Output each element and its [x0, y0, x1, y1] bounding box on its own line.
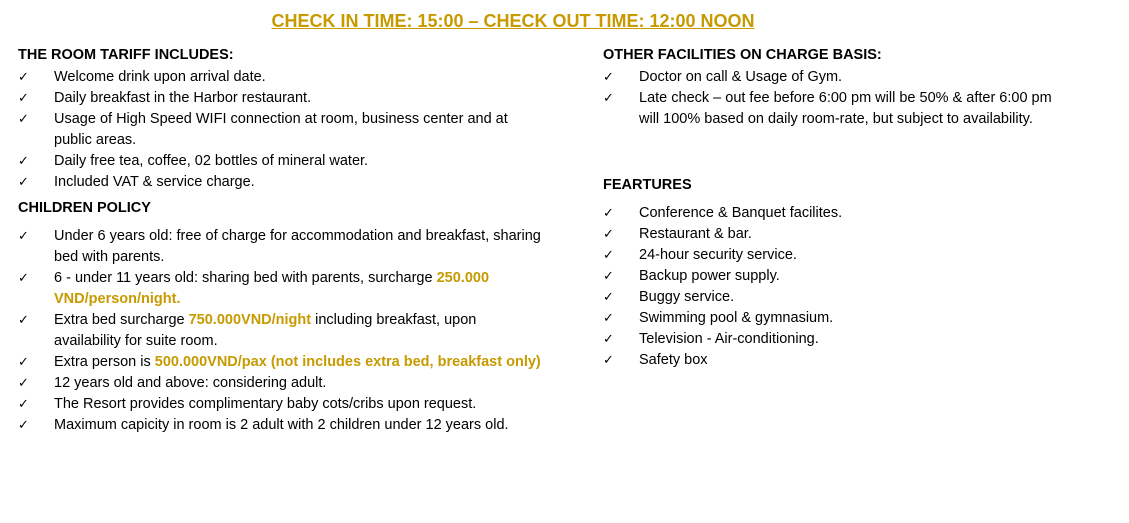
- list-item-text: Television - Air-conditioning.: [639, 331, 819, 347]
- check-icon: ✓: [603, 311, 614, 326]
- check-icon: ✓: [18, 112, 29, 127]
- check-icon: ✓: [18, 175, 29, 190]
- list-item-text: Under 6 years old: free of charge for accommodation and breakfast, sharing bed with parents.: [54, 228, 541, 265]
- extra-person-highlight: 500.000VND/pax (not includes extra bed, breakfast only): [154, 354, 541, 370]
- list-item: [18, 67, 578, 88]
- check-icon: ✓: [18, 418, 29, 433]
- check-icon: ✓: [603, 332, 614, 347]
- check-icon: ✓: [603, 91, 614, 106]
- check-icon: ✓: [603, 248, 614, 263]
- list-item-text: Swimming pool & gymnasium.: [639, 310, 834, 326]
- check-icon: ✓: [18, 91, 29, 106]
- list-item: [18, 268, 578, 310]
- list-item: [18, 226, 578, 268]
- list-item-text: Maximum capicity in room is 2 adult with 2 children under 12 years old.: [54, 417, 509, 433]
- list-item: [603, 329, 1103, 350]
- list-item-text: Safety box: [639, 352, 708, 368]
- check-icon: ✓: [603, 206, 614, 221]
- features-list: [603, 203, 1103, 371]
- check-icon: ✓: [18, 229, 29, 244]
- list-item: [603, 266, 1103, 287]
- left-column: [18, 45, 578, 436]
- list-item: [603, 88, 1103, 130]
- other-facilities-heading: OTHER FACILITIES ON CHARGE BASIS:: [603, 47, 882, 63]
- list-item: [18, 394, 578, 415]
- list-item-text: Backup power supply.: [639, 268, 780, 284]
- list-item-text: 12 years old and above: considering adult.: [54, 375, 327, 391]
- check-icon: ✓: [603, 353, 614, 368]
- list-item-text: Extra bed surcharge: [54, 312, 189, 328]
- list-item-text: Buggy service.: [639, 289, 735, 305]
- list-item: [603, 350, 1103, 371]
- page-title: CHECK IN TIME: 15:00 – CHECK OUT TIME: 12:00 NOON: [271, 11, 755, 31]
- list-item-text: 6 - under 11 years old: sharing bed with parents, surcharge: [54, 270, 437, 286]
- list-item-text: including breakfast, upon availability for suite room.: [54, 312, 477, 349]
- list-item-text: 24-hour security service.: [639, 247, 797, 263]
- list-item: [603, 245, 1103, 266]
- list-item: [603, 287, 1103, 308]
- list-item-text: Conference & Banquet facilites.: [639, 205, 843, 221]
- tariff-list: [18, 67, 578, 193]
- other-facilities-list: [603, 67, 1103, 130]
- check-icon: ✓: [603, 290, 614, 305]
- list-item: [18, 352, 578, 373]
- check-icon: ✓: [18, 397, 29, 412]
- list-item-text: The Resort provides complimentary baby cots/cribs upon request.: [54, 396, 477, 412]
- list-item-text: Included VAT & service charge.: [54, 174, 255, 190]
- list-item: [603, 203, 1103, 224]
- list-item-text: Daily free tea, coffee, 02 bottles of mineral water.: [54, 153, 369, 169]
- list-item-text: Extra person is: [54, 354, 155, 370]
- children-list: [18, 226, 578, 436]
- list-item-text: Late check – out fee before 6:00 pm will be 50% & after 6:00 pm will 100% based on daily room-rate, but subject to availability.: [639, 90, 1052, 127]
- check-icon: ✓: [603, 70, 614, 85]
- list-item: [18, 415, 578, 436]
- list-item: [18, 310, 578, 352]
- list-item: [18, 373, 578, 394]
- features-heading: FEARTURES: [603, 177, 692, 193]
- list-item-text: Daily breakfast in the Harbor restaurant.: [54, 90, 312, 106]
- list-item: [603, 224, 1103, 245]
- list-item: [18, 172, 578, 193]
- check-icon: ✓: [18, 154, 29, 169]
- list-item: [603, 308, 1103, 329]
- list-item-text: Welcome drink upon arrival date.: [54, 69, 266, 85]
- children-heading: CHILDREN POLICY: [18, 200, 151, 216]
- check-icon: ✓: [603, 227, 614, 242]
- check-icon: ✓: [18, 70, 29, 85]
- check-icon: ✓: [18, 313, 29, 328]
- list-item-text: Usage of High Speed WIFI connection at room, business center and at public areas.: [54, 111, 508, 148]
- check-icon: ✓: [603, 269, 614, 284]
- list-item: [18, 109, 578, 151]
- extra-bed-highlight: 750.000VND/night: [188, 312, 312, 328]
- right-column: [603, 45, 1103, 371]
- list-item: [18, 88, 578, 109]
- list-item: [18, 151, 578, 172]
- list-item: [603, 67, 1103, 88]
- list-item-text: Doctor on call & Usage of Gym.: [639, 69, 843, 85]
- tariff-heading: THE ROOM TARIFF INCLUDES:: [18, 47, 234, 63]
- list-item-text: Restaurant & bar.: [639, 226, 752, 242]
- surcharge-highlight: 250.000 VND/person/night.: [54, 270, 490, 307]
- check-icon: ✓: [18, 355, 29, 370]
- check-icon: ✓: [18, 271, 29, 286]
- check-icon: ✓: [18, 376, 29, 391]
